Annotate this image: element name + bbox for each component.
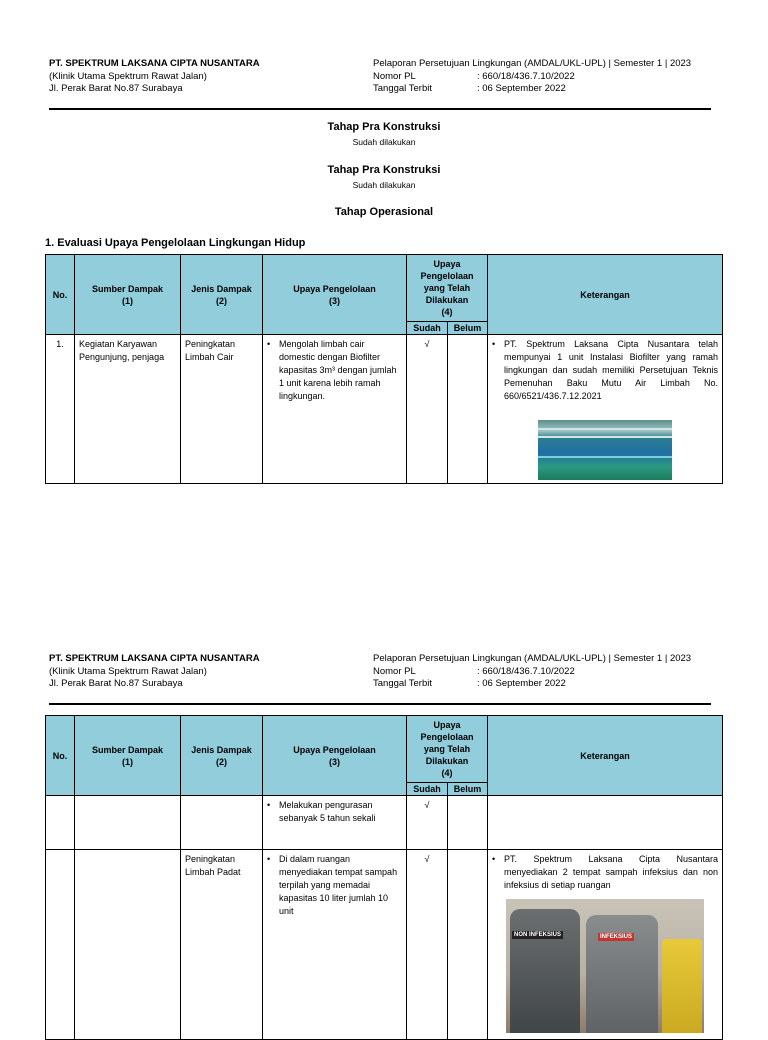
header-jenis-dampak: Jenis Dampak (2)	[181, 716, 263, 796]
header-sumber-dampak: Sumber Dampak (1)	[75, 716, 181, 796]
infectious-label: INFEKSIUS	[600, 934, 633, 940]
header-company-block	[49, 58, 359, 96]
table-row	[46, 335, 723, 484]
row-belum	[448, 335, 487, 341]
company-address: Jl. Perak Barat No.87 Surabaya	[49, 678, 183, 689]
header-upaya-pengelolaan: Upaya Pengelolaan (3)	[263, 716, 407, 796]
non-infectious-bin	[510, 909, 580, 1033]
tanggal-value: : 06 September 2022	[477, 678, 566, 689]
clinic-name: (Klinik Utama Spektrum Rawat Jalan)	[49, 70, 207, 82]
clinic-name: (Klinik Utama Spektrum Rawat Jalan)	[49, 665, 207, 677]
stage-status: Sudah dilakukan	[352, 137, 416, 147]
evaluation-table	[45, 254, 723, 484]
company-name: PT. SPEKTRUM LAKSANA CIPTA NUSANTARA	[49, 58, 260, 69]
header-report-block	[373, 653, 713, 691]
row-no	[46, 796, 74, 802]
stage-title: Tahap Pra Konstruksi	[327, 121, 441, 133]
section-title: 1. Evaluasi Upaya Pengelolaan Lingkungan Hidup	[45, 237, 306, 249]
header-company-block	[49, 653, 359, 691]
tanggal-label: Tanggal Terbit	[373, 83, 432, 94]
row-sumber	[75, 850, 180, 856]
row-keterangan: • PT. Spektrum Laksana Cipta Nusantara menyediakan 2 tempat sampah infeksius dan non infeksius di setiap ruangan	[492, 854, 719, 890]
biofilter-photo	[538, 420, 672, 480]
nomor-label: Nomor PL	[373, 70, 416, 82]
header-divider	[49, 108, 711, 110]
row-sudah-check: √	[424, 800, 430, 810]
table-row	[46, 796, 723, 850]
nomor-value: : 660/18/436.7.10/2022	[477, 70, 575, 82]
nomor-value: : 660/18/436.7.10/2022	[477, 665, 575, 677]
header-belum: Belum	[448, 322, 488, 335]
stage-status: Sudah dilakukan	[352, 180, 416, 190]
header-belum: Belum	[448, 783, 488, 796]
stage-title: Tahap Pra Konstruksi	[327, 164, 441, 176]
row-sumber	[75, 796, 180, 802]
company-address: Jl. Perak Barat No.87 Surabaya	[49, 83, 183, 94]
header-sudah: Sudah	[407, 322, 448, 335]
yellow-bin	[662, 939, 702, 1033]
row-jenis	[181, 796, 262, 802]
row-jenis: Peningkatan Limbah Padat	[185, 854, 241, 877]
row-upaya: • Di dalam ruangan menyediakan tempat sampah terpilah yang memadai kapasitas 10 liter jumlah 10 unit	[267, 854, 398, 916]
non-infectious-label: NON INFEKSIUS	[514, 932, 562, 938]
row-upaya: • Melakukan pengurasan sebanyak 5 tahun sekali	[267, 800, 376, 823]
nomor-label: Nomor PL	[373, 665, 416, 677]
tanggal-value: : 06 September 2022	[477, 83, 566, 94]
header-upaya-telah-dilakukan: Upaya Pengelolaan yang Telah Dilakukan (4)	[407, 716, 488, 783]
stage-title: Tahap Operasional	[334, 206, 434, 218]
header-keterangan: Keterangan	[488, 716, 723, 796]
header-jenis-dampak: Jenis Dampak (2)	[181, 255, 263, 335]
header-upaya-pengelolaan: Upaya Pengelolaan (3)	[263, 255, 407, 335]
evaluation-table-continued	[45, 715, 723, 1040]
tanggal-label: Tanggal Terbit	[373, 678, 432, 689]
row-sudah-check: √	[424, 854, 430, 864]
header-upaya-telah-dilakukan: Upaya Pengelolaan yang Telah Dilakukan (4)	[407, 255, 488, 322]
row-jenis: Peningkatan Limbah Cair	[185, 339, 236, 362]
row-upaya: • Mengolah limbah cair domestic dengan Biofilter kapasitas 3m³ dengan jumlah 1 unit karena lebih ramah lingkungan.	[267, 339, 397, 401]
row-sudah-check: √	[424, 339, 430, 349]
row-keterangan	[488, 796, 722, 802]
header-no: No.	[46, 255, 75, 335]
header-sudah: Sudah	[407, 783, 448, 796]
table-row	[46, 850, 723, 1040]
row-sumber: Kegiatan Karyawan Pengunjung, penjaga	[79, 339, 165, 362]
row-no	[46, 850, 74, 856]
header-no: No.	[46, 716, 75, 796]
company-name: PT. SPEKTRUM LAKSANA CIPTA NUSANTARA	[49, 653, 260, 664]
row-belum	[448, 850, 487, 856]
header-sumber-dampak: Sumber Dampak (1)	[75, 255, 181, 335]
row-belum	[448, 796, 487, 802]
trash-bins-photo	[506, 899, 704, 1033]
header-report-block	[373, 58, 713, 96]
row-no: 1.	[56, 339, 64, 349]
header-keterangan: Keterangan	[488, 255, 723, 335]
header-divider	[49, 703, 711, 705]
report-title: Pelaporan Persetujuan Lingkungan (AMDAL/UKL-UPL) | Semester 1 | 2023	[373, 58, 692, 69]
row-keterangan: • PT. Spektrum Laksana Cipta Nusantara telah mempunyai 1 unit Instalasi Biofilter yang ramah lingkungan dan sudah memiliki Persetujuan Teknis Pemenuhan Baku Mutu Air Limbah No. 660/6521/436.7.12.2021	[492, 339, 719, 401]
report-title: Pelaporan Persetujuan Lingkungan (AMDAL/UKL-UPL) | Semester 1 | 2023	[373, 653, 692, 664]
